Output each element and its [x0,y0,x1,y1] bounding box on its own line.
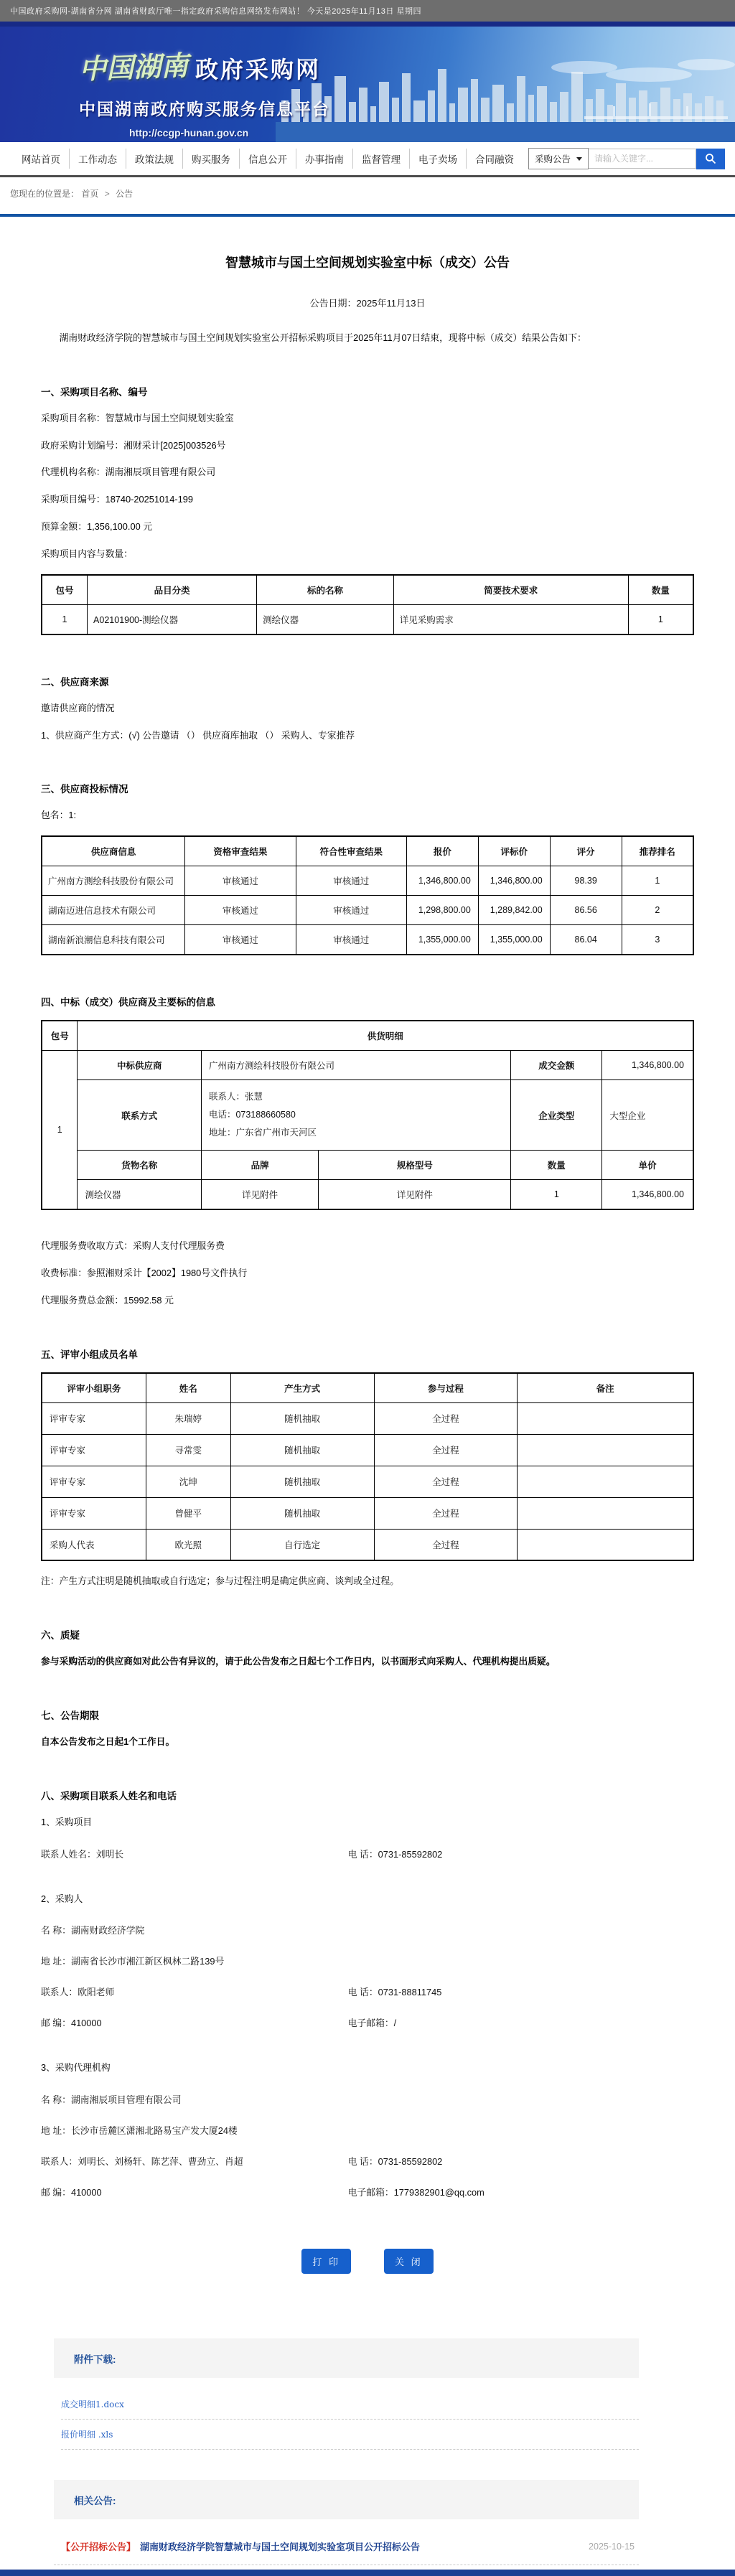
table-cell: 曾健平 [146,1497,230,1529]
purchaser-name: 名 称：湖南财政经济学院 [41,1925,145,1936]
table-header-row [42,1373,693,1403]
table-cell: 欧光照 [146,1529,230,1560]
table-cell: 审核通过 [185,925,296,955]
contact-row [41,2154,694,2168]
goods-row [42,1180,693,1210]
site-logo [79,45,735,85]
plan-number-line: 政府采购计划编号：湘财采计[2025]003526号 [41,439,226,451]
nav-item-contract-finance[interactable]: 合同融资 [466,149,523,169]
column-header: 数量 [511,1151,602,1180]
table-cell: 测绘仪器 [257,604,394,634]
table-cell: 1 [42,604,88,634]
table-cell: 86.56 [550,896,622,925]
goods-quantity: 1 [511,1180,602,1210]
column-header: 供货明细 [78,1021,693,1051]
contact-phone: 电话：073188660580 [208,1110,296,1120]
nav-item-supervision[interactable]: 监督管理 [352,149,409,169]
table-cell: 详见采购需求 [393,604,628,634]
table-cell: 随机抽取 [230,1434,374,1466]
project-number-line: 采购项目编号：18740-20251014-199 [41,494,193,505]
table-cell: 审核通过 [185,866,296,896]
section7-heading: 七、公告期限 [41,1710,99,1721]
search-category-value: 采购公告 [534,154,571,164]
table-cell: 1,289,842.00 [478,896,550,925]
table-row [42,1402,693,1434]
contact-row [41,1985,694,1998]
agency-contacts: 联系人：刘明长、刘杨轩、陈艺萍、曹劲立、肖超 [41,2156,243,2168]
nav-item-info-disclosure[interactable]: 信息公开 [239,149,296,169]
contact-person: 联系人：张慧 [208,1092,263,1102]
enterprise-type: 大型企业 [602,1080,693,1151]
goods-header-row [42,1151,693,1180]
column-header: 产生方式 [230,1373,374,1403]
goods-brand: 详见附件 [201,1180,318,1210]
table-cell: 全过程 [374,1466,518,1497]
contact-group-title: 2、采购人 [41,1893,83,1904]
column-header: 评标价 [478,836,550,866]
table-row [42,1434,693,1466]
table-row [42,1529,693,1560]
goods-model: 详见附件 [319,1180,511,1210]
table-cell: 朱瑞婷 [146,1402,230,1434]
topbar-text: 中国政府采购网-湖南省分网 湖南省财政厅唯一指定政府采购信息网络发布网站！ 今天是2025年11月13日 星期四 [10,7,421,16]
table-cell: 1,355,000.00 [406,925,478,955]
table-cell: 全过程 [374,1434,518,1466]
contact-row [41,1847,694,1860]
contact-row [41,2185,694,2198]
attachments-bar [54,2338,639,2378]
table-row [42,1466,693,1497]
agency-email: 电子邮箱：1779382901@qq.com [347,2187,484,2198]
search-input[interactable] [589,149,696,169]
announcement-date: 公告日期：2025年11月13日 [309,298,426,309]
table-cell: 全过程 [374,1497,518,1529]
attachment-link[interactable]: 报价明细 .xls [61,2430,113,2440]
logo-calligraphy-text: 中国湖南 [78,49,189,85]
objection-paragraph: 参与采购活动的供应商如对此公告有异议的，请于此公告发布之日起七个工作日内，以书面形式向采购人、代理机构提出质疑。 [41,1656,556,1667]
agency-fee-method-line: 代理服务费收取方式：采购人支付代理服务费 [41,1240,225,1252]
agency-zip: 邮 编：410000 [41,2187,102,2198]
table-cell: 审核通过 [185,896,296,925]
related-item [54,2529,639,2563]
page-title: 智慧城市与国土空间规划实验室中标（成交）公告 [225,256,510,270]
table-cell: 98.39 [550,866,622,896]
goods-name: 测绘仪器 [78,1180,202,1210]
table-cell: 随机抽取 [230,1497,374,1529]
logo-main-text: 政府采购网 [195,57,322,83]
table-cell: 全过程 [374,1529,518,1560]
table-cell: 随机抽取 [230,1402,374,1434]
contact-row [41,2123,694,2137]
column-header: 包号 [42,1021,78,1051]
table-cell [518,1466,693,1497]
winner-label: 中标供应商 [78,1051,202,1080]
related-announcement-link[interactable]: 湖南财政经济学院智慧城市与国土空间规划实验室项目公开招标公告 [140,2542,421,2553]
intro-paragraph: 湖南财政经济学院的智慧城市与国土空间规划实验室公开招标采购项目于2025年11月07日结束，现将中标（成交）结果公告如下： [59,332,586,343]
project-name-line: 采购项目名称：智慧城市与国土空间规划实验室 [41,412,234,423]
column-header: 数量 [628,575,693,605]
table-cell: 1,298,800.00 [406,896,478,925]
chevron-down-icon [576,157,582,161]
table-cell: 评审专家 [42,1402,146,1434]
purchaser-zip: 邮 编：410000 [41,2018,102,2029]
award-amount: 1,346,800.00 [602,1051,693,1080]
contact-group-title: 1、采购项目 [41,1816,93,1827]
announcement-type-tag: 【公开招标公告】 [61,2542,136,2553]
nav-list [13,149,523,169]
supplier-source-line: 1、供应商产生方式：(√) 公告邀请 （） 供应商库抽取 （） 采购人、专家推荐 [41,729,355,741]
table-cell: 3 [622,925,693,955]
footer-bar [0,2570,735,2576]
table-cell: 随机抽取 [230,1466,374,1497]
bid-table [41,835,694,955]
table-cell: 1,346,800.00 [478,866,550,896]
related-announcements-bar [54,2480,639,2519]
site-banner [0,22,735,142]
section2-heading: 二、供应商来源 [41,676,109,688]
section3-heading: 三、供应商投标情况 [41,784,128,795]
divider [61,2419,639,2420]
search-button[interactable] [696,149,725,169]
column-header: 品目分类 [88,575,257,605]
enterprise-type-label: 企业类型 [511,1080,602,1151]
package-number-cell: 1 [42,1051,78,1210]
purchaser-phone: 电 话：0731-88811745 [347,1987,442,1998]
table-cell: 1,355,000.00 [478,925,550,955]
action-buttons [41,2249,694,2274]
table-cell: 寻常雯 [146,1434,230,1466]
table-cell: 评审专家 [42,1497,146,1529]
table-cell: 湖南迈进信息技术有限公司 [42,896,185,925]
contact-label: 联系方式 [78,1080,202,1151]
table-row [42,896,693,925]
contact-row [41,2015,694,2029]
contact-name: 联系人姓名：刘明长 [41,1848,124,1860]
purchaser-contact: 联系人：欧阳老师 [41,1987,115,1998]
table-row [42,866,693,896]
table-cell: 采购人代表 [42,1529,146,1560]
table-header-row [42,575,693,605]
table-header-row [42,1021,693,1051]
table-cell: 沈坤 [146,1466,230,1497]
related-announcement-date: 2025-10-15 [589,2541,635,2552]
column-header: 备注 [518,1373,693,1403]
section6-heading: 六、质疑 [41,1630,80,1641]
column-header: 规格型号 [319,1151,511,1180]
table-cell [518,1529,693,1560]
goods-unit-price: 1,346,800.00 [602,1180,693,1210]
column-header: 参与过程 [374,1373,518,1403]
table-cell: 评审专家 [42,1434,146,1466]
banner-subtitle: 中国湖南政府购买服务信息平台 [79,100,330,118]
purchaser-email: 电子邮箱：/ [347,2018,397,2029]
column-header: 报价 [406,836,478,866]
table-row [42,1051,693,1080]
bottom-section [54,2338,639,2565]
fee-standard-line: 收费标准：参照湘财采计【2002】1980号文件执行 [41,1268,248,1279]
table-cell: A02101900-测绘仪器 [88,604,257,634]
attachments-title: 附件下载: [74,2354,116,2366]
items-table [41,574,694,635]
contact-info [201,1080,510,1151]
section8-heading: 八、采购项目联系人姓名和电话 [41,1790,177,1802]
review-note: 注：产生方式注明是随机抽取或自行选定；参与过程注明是确定供应商、谈判或全过程。 [41,1575,400,1587]
table-row [42,1080,693,1151]
table-cell: 1 [622,866,693,896]
nav-item-home[interactable]: 网站首页 [22,154,60,165]
contact-row [41,1923,694,1936]
announcement-period-paragraph: 自本公告发布之日起1个工作日。 [41,1736,175,1747]
column-header: 单价 [602,1151,693,1180]
related-list [54,2529,639,2565]
table-row [42,925,693,955]
contact-phone: 电 话：0731-85592802 [347,1848,443,1860]
nav-item-e-mall[interactable]: 电子卖场 [409,149,466,169]
main-nav [0,142,735,177]
search-category-select[interactable] [528,148,589,169]
announcement-article [0,217,735,2310]
topbar [0,0,735,22]
agency-phone: 电 话：0731-85592802 [347,2156,443,2168]
purchaser-address: 地 址：湖南省长沙市湘江新区枫林二路139号 [41,1956,225,1967]
attachment-link[interactable]: 成交明细1.docx [61,2399,124,2410]
table-cell [518,1434,693,1466]
breadcrumb-home[interactable]: 首页 [81,189,99,199]
winner-name: 广州南方测绘科技股份有限公司 [201,1051,510,1080]
column-header: 标的名称 [257,575,394,605]
content-quantity-line: 采购项目内容与数量： [41,548,133,559]
table-cell [518,1497,693,1529]
table-row [42,1497,693,1529]
agency-name: 名 称：湖南湘辰项目管理有限公司 [41,2094,182,2106]
agency-name-line: 代理机构名称：湖南湘辰项目管理有限公司 [41,467,216,478]
column-header: 简要技术要求 [393,575,628,605]
section5-heading: 五、评审小组成员名单 [41,1349,138,1360]
table-cell: 1 [628,604,693,634]
column-header: 供应商信息 [42,836,185,866]
table-cell: 湖南新浪潮信息科技有限公司 [42,925,185,955]
nav-item-policy[interactable]: 政策法规 [126,149,182,169]
divider [61,2449,639,2450]
table-cell: 审核通过 [296,866,406,896]
package-label: 包名：1: [41,810,77,821]
review-table [41,1372,694,1562]
banner-inner [0,27,735,139]
table-cell: 广州南方测绘科技股份有限公司 [42,866,185,896]
column-header: 货物名称 [78,1151,202,1180]
table-header-row [42,836,693,866]
breadcrumb-separator: > [104,189,110,199]
invite-supplier-line: 邀请供应商的情况 [41,702,115,713]
search-area [528,148,725,169]
table-cell: 审核通过 [296,925,406,955]
budget-line: 预算金额：1,356,100.00 元 [41,521,153,533]
column-header: 姓名 [146,1373,230,1403]
column-header: 资格审查结果 [185,836,296,866]
contact-row [41,1954,694,1967]
print-button[interactable]: 打 印 [301,2249,351,2274]
nav-item-guide[interactable]: 办事指南 [296,149,352,169]
award-table [41,1020,694,1210]
nav-item-purchase-service[interactable]: 购买服务 [182,149,239,169]
table-cell: 自行选定 [230,1529,374,1560]
breadcrumb-current[interactable]: 公告 [116,189,134,199]
column-header: 包号 [42,575,88,605]
table-cell [518,1402,693,1434]
attachment-list [54,2388,639,2455]
column-header: 推荐排名 [622,836,693,866]
agency-fee-total-line: 代理服务费总金额：15992.58 元 [41,1294,174,1306]
table-cell: 2 [622,896,693,925]
close-button[interactable]: 关 闭 [384,2249,434,2274]
contact-row [41,2092,694,2106]
banner-url: http://ccgp-hunan.gov.cn [129,127,249,139]
section4-heading: 四、中标（成交）供应商及主要标的信息 [41,997,215,1008]
column-header: 评审小组职务 [42,1373,146,1403]
agency-address: 地 址：长沙市岳麓区潇湘北路易宝产发大厦24楼 [41,2125,238,2137]
contact-address: 地址：广东省广州市天河区 [208,1128,317,1138]
column-header: 评分 [550,836,622,866]
table-row [42,604,693,634]
section1-heading: 一、采购项目名称、编号 [41,386,148,398]
breadcrumb-prefix: 您现在的位置是： [10,189,80,199]
contact-group-title: 3、采购代理机构 [41,2062,111,2074]
amount-label: 成交金额 [511,1051,602,1080]
search-icon [705,153,716,164]
table-cell: 86.04 [550,925,622,955]
table-cell: 1,346,800.00 [406,866,478,896]
column-header: 符合性审查结果 [296,836,406,866]
table-cell: 评审专家 [42,1466,146,1497]
breadcrumb [0,177,735,214]
table-cell: 审核通过 [296,896,406,925]
table-cell: 全过程 [374,1402,518,1434]
column-header: 品牌 [201,1151,318,1180]
nav-item-work-news[interactable]: 工作动态 [69,149,126,169]
related-title: 相关公告: [74,2496,116,2507]
